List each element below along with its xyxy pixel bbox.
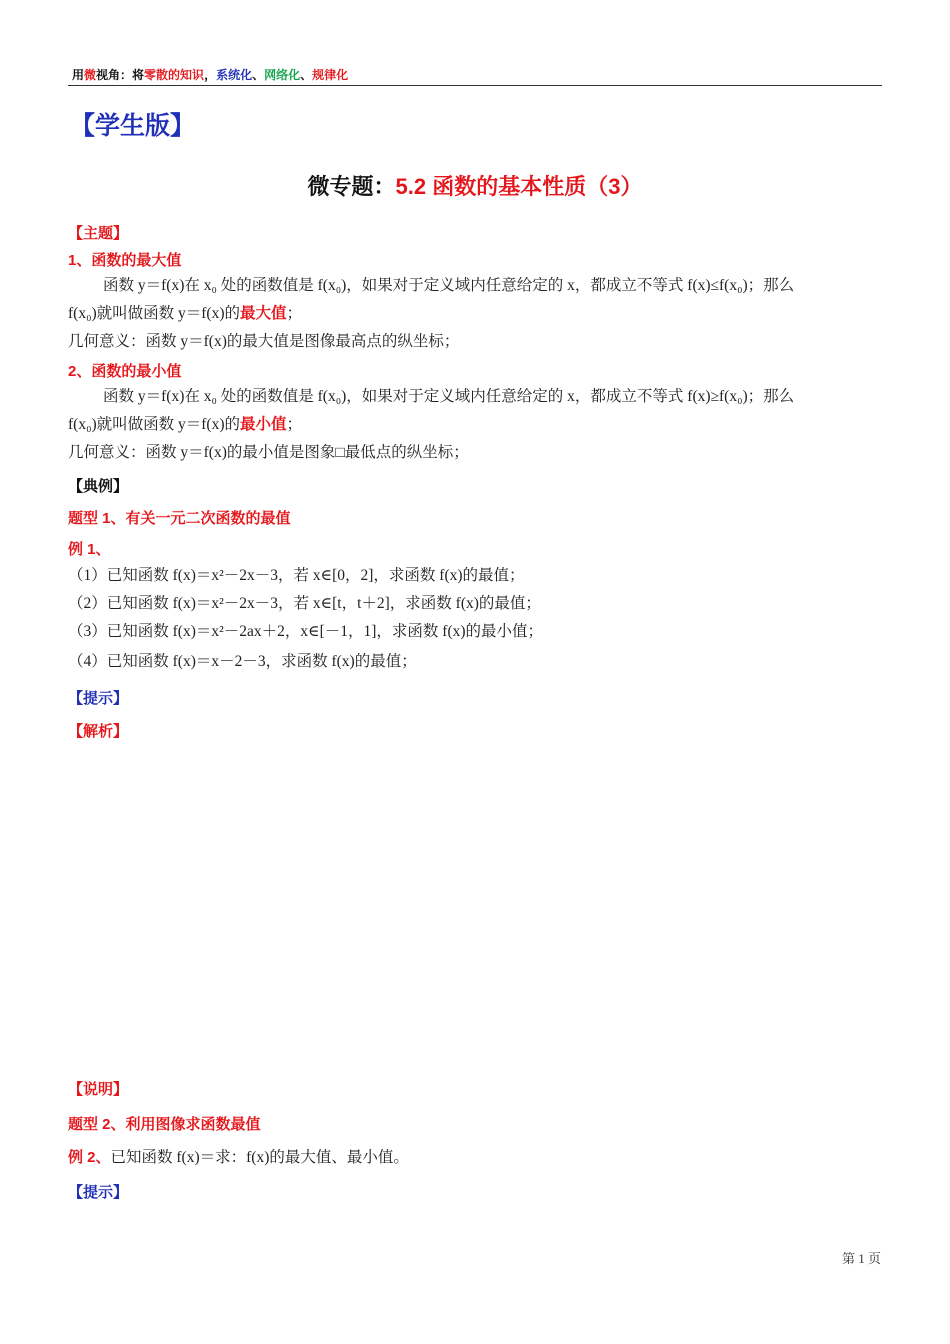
min-geometry: 几何意义：函数 y＝f(x)的最小值是图象□最低点的纵坐标； xyxy=(68,444,469,461)
hint1-label: 【提示】 xyxy=(68,690,129,707)
title-main: 5.2 函数的基本性质（3） xyxy=(395,174,643,199)
header-part: 用 xyxy=(72,68,85,82)
min-keyword: 最小值 xyxy=(240,416,287,433)
header-part: 视角：将 xyxy=(96,68,145,82)
min-definition-line1: 函数 y＝f(x)在 x₀ 处的函数值是 f(x₀)，如果对于定义域内任意给定的 x，都成立不等式 f(x)≥f(x₀)；那么 xyxy=(103,388,795,405)
header-part: ， xyxy=(204,68,217,82)
section-theme: 【主题】 xyxy=(68,225,129,242)
page-title xyxy=(0,170,950,201)
max-keyword: 最大值 xyxy=(240,305,287,322)
header-part: 系统化 xyxy=(216,68,253,82)
min-line2-end: ； xyxy=(286,416,303,433)
header-rule xyxy=(68,85,882,86)
header-part: 零散的知识 xyxy=(144,68,205,82)
example1-q1: （1）已知函数 f(x)＝x²－2x－3，若 x∈[0，2]，求函数 f(x)的最值； xyxy=(68,567,525,584)
max-line2-text: f(x₀)就叫做函数 y＝f(x)的 xyxy=(68,305,240,322)
analysis1-label: 【解析】 xyxy=(68,723,129,740)
hint2-label: 【提示】 xyxy=(68,1184,129,1201)
max-heading: 1、函数的最大值 xyxy=(68,252,182,269)
example1-q4: （4）已知函数 f(x)＝x－2－3，求函数 f(x)的最值； xyxy=(68,653,417,670)
example2-label: 例 2、 xyxy=(68,1149,111,1166)
page-header xyxy=(72,66,348,83)
type2-heading: 题型 2、利用图像求函数最值 xyxy=(68,1116,261,1133)
max-definition-line2 xyxy=(68,304,302,324)
edition-label: 【学生版】 xyxy=(70,112,196,140)
max-definition-line1: 函数 y＝f(x)在 x₀ 处的函数值是 f(x₀)，如果对于定义域内任意给定的 x，都成立不等式 f(x)≤f(x₀)；那么 xyxy=(103,277,795,294)
header-part: 、 xyxy=(252,68,265,82)
header-part: 微 xyxy=(84,68,97,82)
min-definition-line2 xyxy=(68,415,302,435)
example2-text: 已知函数 f(x)＝求：f(x)的最大值、最小值。 xyxy=(110,1149,409,1166)
example1-q2: （2）已知函数 f(x)＝x²－2x－3，若 x∈[t，t＋2]，求函数 f(x)的最值； xyxy=(68,595,541,612)
min-heading: 2、函数的最小值 xyxy=(68,363,182,380)
max-geometry: 几何意义：函数 y＝f(x)的最大值是图像最高点的纵坐标； xyxy=(68,333,460,350)
example2 xyxy=(68,1148,409,1168)
header-part: 规律化 xyxy=(312,68,349,82)
page-number: 第 1 页 xyxy=(842,1251,882,1266)
min-line2-text: f(x₀)就叫做函数 y＝f(x)的 xyxy=(68,416,240,433)
title-prefix: 微专题： xyxy=(307,174,396,199)
header-part: 、 xyxy=(300,68,313,82)
section-examples: 【典例】 xyxy=(68,478,129,495)
max-line2-end: ； xyxy=(286,305,303,322)
type1-heading: 题型 1、有关一元二次函数的最值 xyxy=(68,510,291,527)
example1-q3: （3）已知函数 f(x)＝x²－2ax＋2，x∈[－1，1]，求函数 f(x)的最小值； xyxy=(68,623,544,640)
note-label: 【说明】 xyxy=(68,1081,129,1098)
example1-label: 例 1、 xyxy=(68,541,111,558)
header-part: 网络化 xyxy=(264,68,301,82)
